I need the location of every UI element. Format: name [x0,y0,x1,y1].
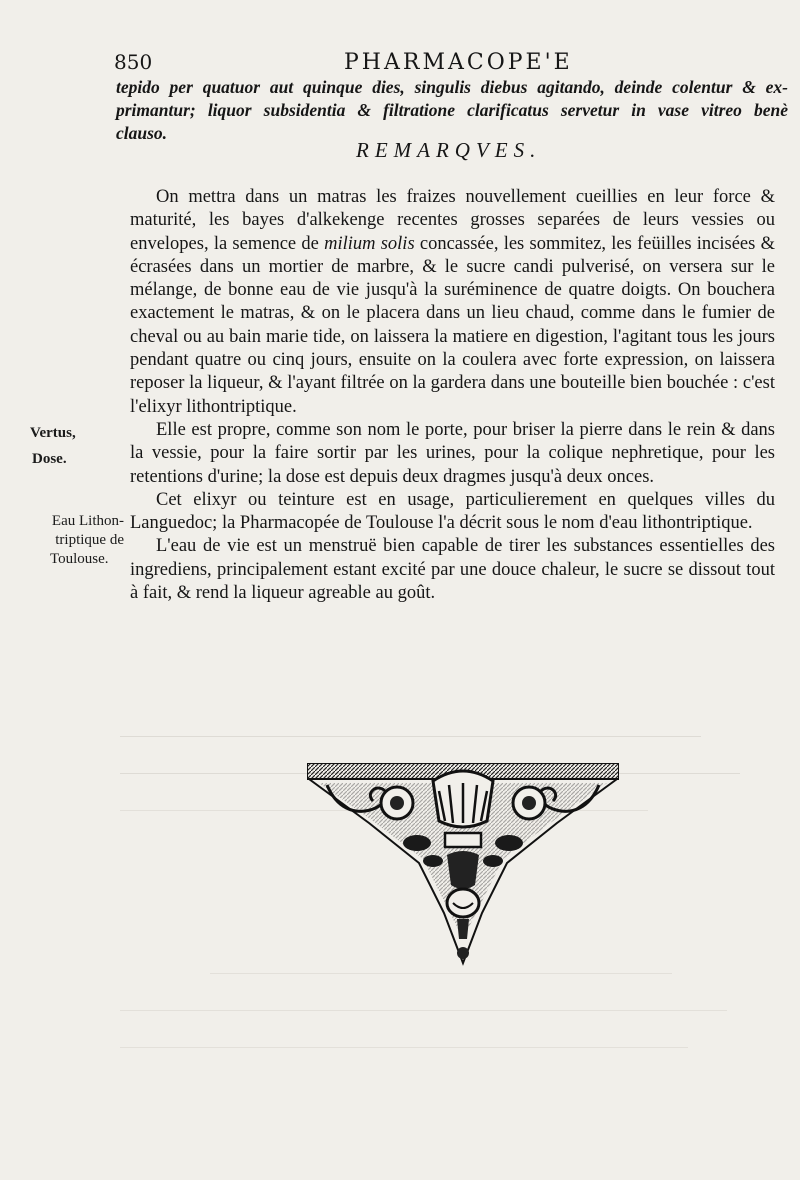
remarks-body [130,186,775,605]
latin-recipe-end [116,76,788,145]
margin-note-vertus: Vertus, [30,425,76,441]
margin-note-line: Toulouse. [50,551,109,567]
tailpiece-ornament-icon [307,763,619,973]
paragraph-virtues: Elle est propre, comme son nom le porte, pour briser la pierre dans le rein & dans la vessie, pour la faire sortir par les urines, pour la colique nephretique, pour les retentions d'urine; la dose est depuis deux dragmes jusqu'à deux onces. [130,419,775,487]
margin-note-line: triptique de [55,532,124,548]
margin-note-dose: Dose. [32,451,67,467]
italic-term: milium solis [324,233,415,254]
margin-note-line: Eau Lithon- [51,513,124,529]
paragraph-menstruum: L'eau de vie est un menstruë bien capable de tirer les substances essentielles des ingrediens, principalement estant excité par une douce chaleur, le sucre se dissout tout à fait, & rend la liqueur agreable au goût. [130,536,775,604]
running-title: PHARMACOPE'E [344,50,573,75]
latin-line: tepido per quatuor aut quinque dies, singulis diebus agitando, deinde colentur & ex- [116,77,788,97]
paragraph-usage: Cet elixyr ou teinture est en usage, particulierement en quelques villes du Languedoc; la Pharmacopée de Toulouse l'a décrit sous le nom d'eau lithontriptique. [130,489,775,534]
margin-note-eau-lithontriptique [40,512,124,569]
latin-line: primantur; liquor subsidentia & filtratione clarificatus servetur in vase vitreo benè [116,100,788,120]
paragraph-text: concassée, les sommitez, les feüilles incisées & écrasées dans un mortier de marbre, & le sucre candi pulverisé, on versera sur le mélange, de bonne eau de vie jusqu'à la suréminence de quatre doigts. On bouchera exactement le matras, & on le placera dans un lieu chaud, comme dans le fumier de cheval ou au bain marie tide, on laissera la matiere en digestion, l'agitant tous les jours pendant quatre ou cinq jours, ensuite on la coulera avec forte expression, on laissera reposer la liqueur, & l'ayant filtrée on la gardera dans une bouteille bien bouchée : c'est l'elixyr lithontriptique. [130,233,775,417]
running-head [114,50,744,76]
page-number: 850 [114,50,153,74]
section-heading: REMARQVES. [356,138,542,162]
latin-line: clauso. [116,123,168,143]
paragraph-text: On mettra dans un matras les fraizes nouvellement cueillies en leur force & maturité, les bayes d'alkekenge recentes grosses separées de leurs vessies ou envelopes, la semence de [130,187,775,254]
paragraph-preparation [130,186,775,419]
